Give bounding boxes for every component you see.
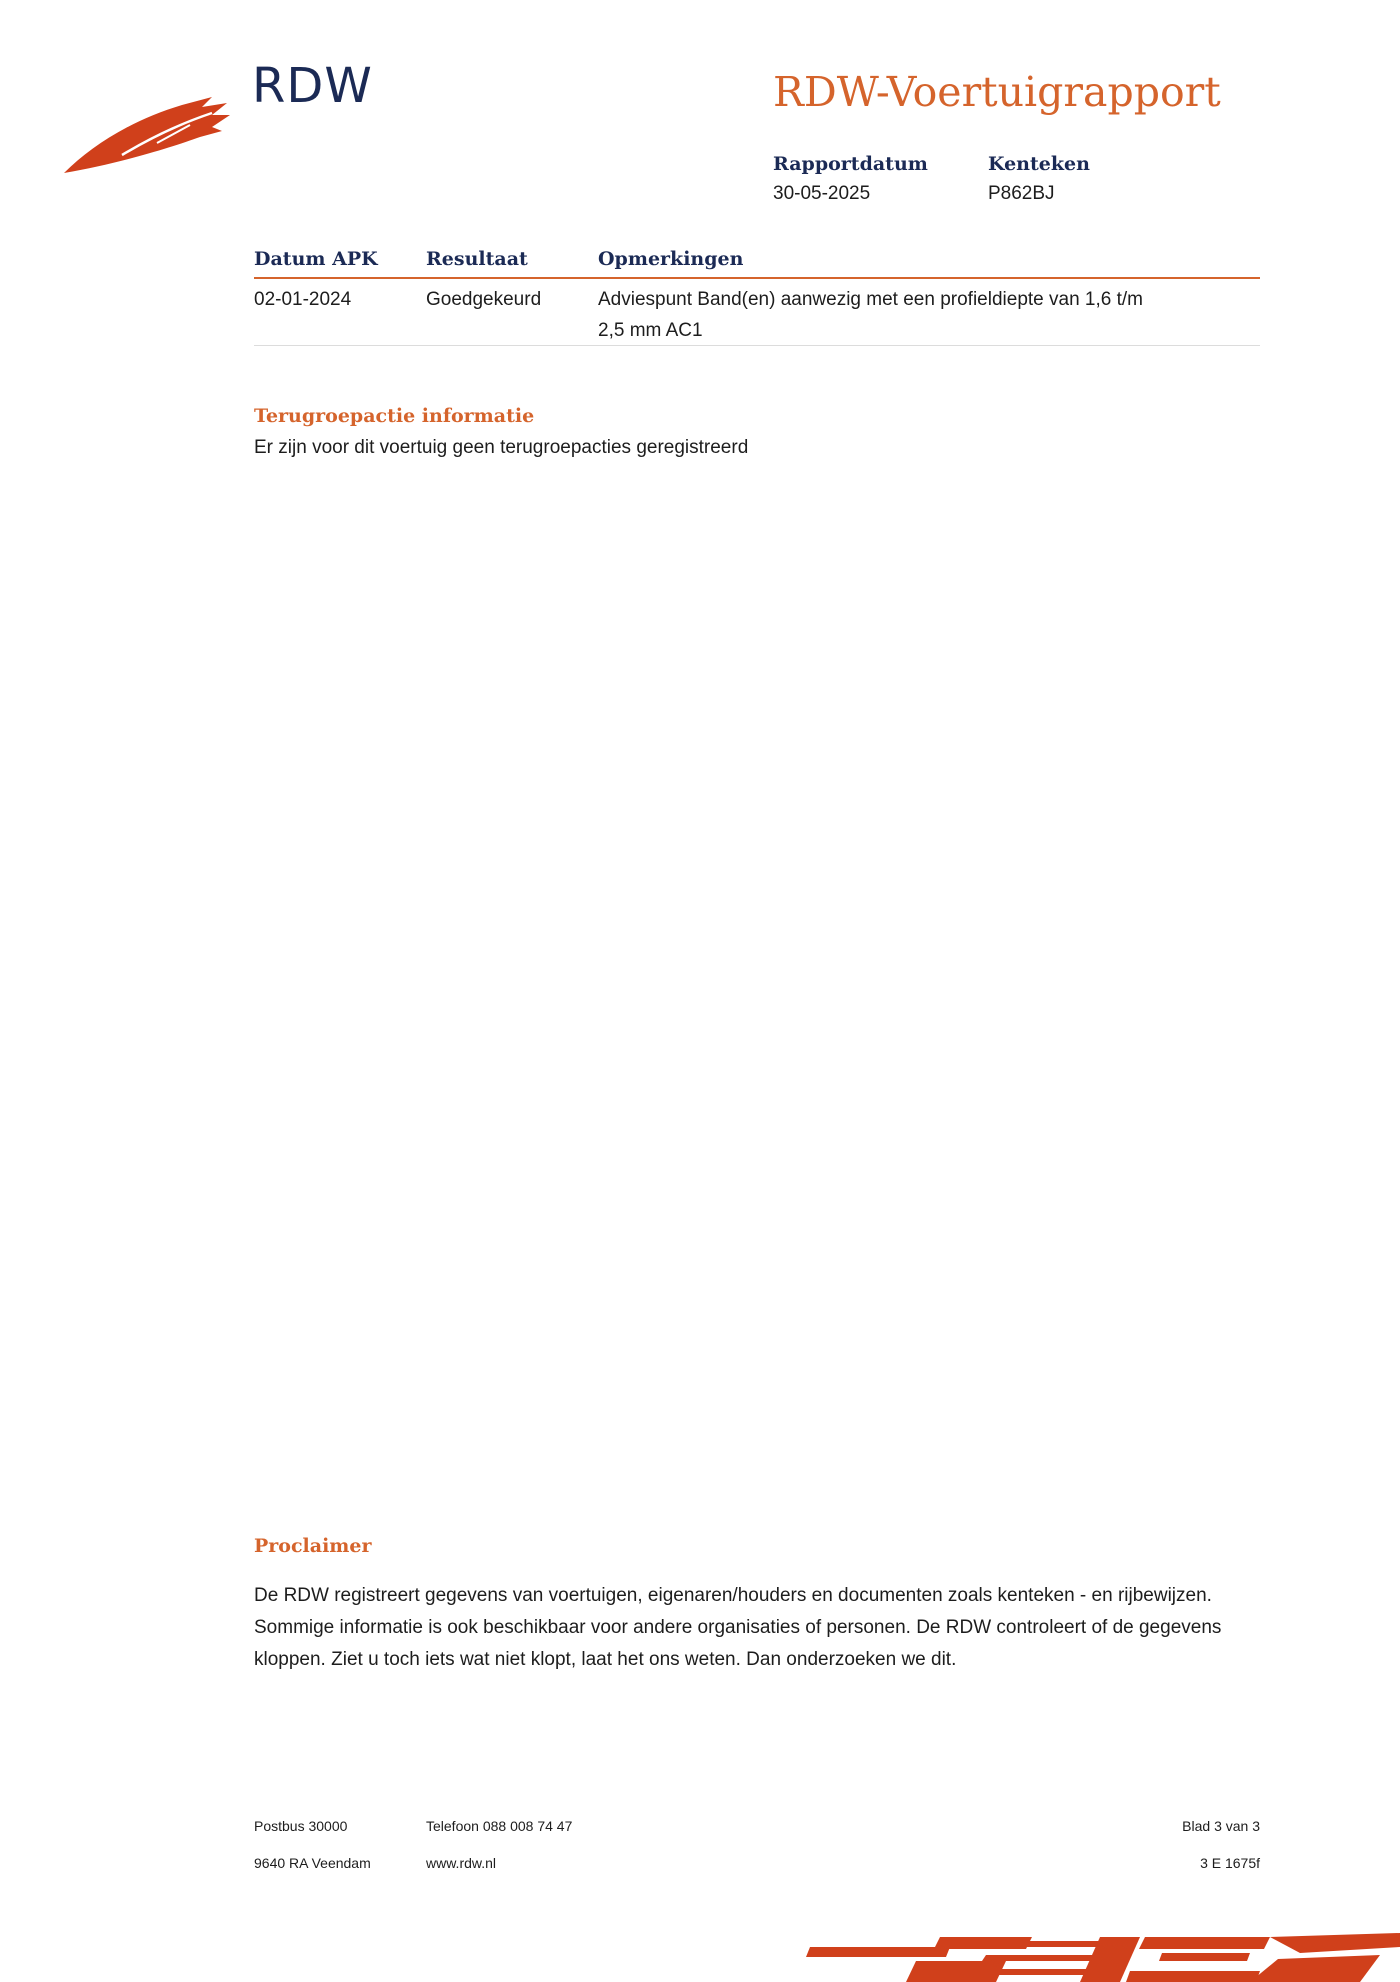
table-row-divider: [254, 345, 1260, 346]
rdw-logo-icon: [62, 85, 232, 180]
row-remarks: [598, 284, 1260, 346]
report-date-value: 30-05-2025: [773, 183, 871, 204]
row-result: Goedgekeurd: [426, 289, 542, 310]
footer-postbus: Postbus 30000: [254, 1818, 348, 1834]
plate-value: P862BJ: [988, 183, 1055, 204]
row-remarks-line-2: 2,5 mm AC1: [598, 320, 703, 341]
footer-city: 9640 RA Veendam: [254, 1855, 371, 1871]
table-header-divider: [254, 277, 1260, 279]
proclaimer-text: De RDW registreert gegevens van voertuigen, eigenaren/houders en documenten zoals kenteken - en rijbewijzen. Sommige informatie is ook beschikbaar voor andere organisaties of personen. De RDW controleert of de gegevens kloppen. Ziet u toch iets wat niet klopt, laat het ons weten. Dan onderzoeken we dit.: [254, 1585, 1222, 1670]
table-header-remarks: Opmerkingen: [598, 248, 744, 270]
footer-code: 3 E 1675f: [1200, 1855, 1260, 1871]
proclaimer-heading: Proclaimer: [254, 1535, 372, 1557]
table-header-date: Datum APK: [254, 248, 378, 270]
row-date: 02-01-2024: [254, 289, 352, 310]
footer-page-number: Blad 3 van 3: [1182, 1818, 1260, 1834]
recall-heading: Terugroepactie informatie: [254, 405, 535, 427]
document-title: RDW-Voertuigrapport: [773, 68, 1221, 116]
report-date-label: Rapportdatum: [773, 153, 928, 175]
footer-stripes-icon: [800, 1925, 1400, 1982]
footer-website: www.rdw.nl: [426, 1855, 497, 1871]
brand-name: RDW: [252, 58, 373, 114]
plate-label: Kenteken: [988, 153, 1090, 175]
table-header-result: Resultaat: [426, 248, 528, 270]
row-remarks-line-1: Adviespunt Band(en) aanwezig met een profieldiepte van 1,6 t/m: [598, 289, 1143, 310]
footer-phone: Telefoon 088 008 74 47: [426, 1818, 573, 1834]
recall-text: Er zijn voor dit voertuig geen terugroepacties geregistreerd: [254, 437, 749, 458]
